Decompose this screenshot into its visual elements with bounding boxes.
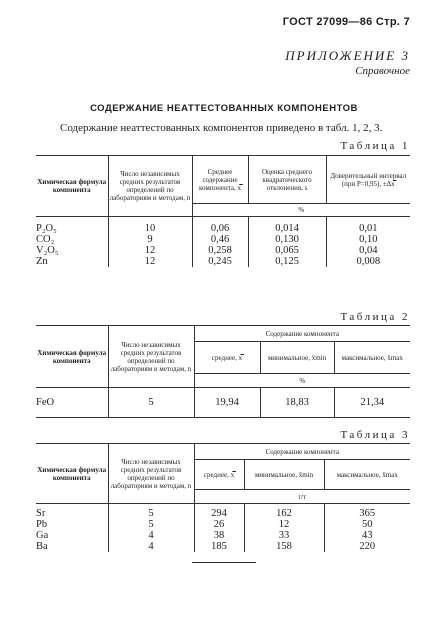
- appendix-title: ПРИЛОЖЕНИЕ 3: [285, 48, 410, 63]
- table-row: [36, 256, 410, 267]
- table1-unit: %: [192, 204, 410, 217]
- table3-header-mean: среднее, x̿: [194, 460, 244, 490]
- table1-ci: 0,10: [326, 234, 410, 245]
- table1-n: 10: [108, 223, 192, 234]
- table2-min: 18,83: [260, 388, 334, 418]
- appendix-subtitle: Справочное: [355, 65, 410, 77]
- table3-caption: Таблица 3: [340, 429, 410, 441]
- table1-mean: 0,258: [192, 245, 248, 256]
- table2-header-group: Содержание компонента: [194, 326, 410, 342]
- intro-text: Содержание неаттестованных компонентов приведено в табл. 1, 2, 3.: [60, 122, 383, 134]
- table1-formula: Zn: [36, 255, 48, 267]
- table2-mean: 19,94: [194, 388, 260, 418]
- table2-formula: FeO: [36, 397, 55, 409]
- table2-max: 21,34: [334, 388, 410, 418]
- table1-ci: 0,04: [326, 245, 410, 256]
- table1-ci: 0,01: [326, 223, 410, 234]
- table1-header-count: Число независимых средних результатов определений по лабораториям и методам, n: [108, 156, 192, 217]
- table1-n: 9: [108, 234, 192, 245]
- table1-formula: CO₂: [36, 233, 55, 245]
- table1-ci: 0,008: [326, 256, 410, 267]
- table3-n: 4: [108, 530, 194, 541]
- table3-formula: Sr: [36, 507, 46, 519]
- table1-header-component: Химическая формула компонента: [37, 178, 107, 194]
- appendix-block: [285, 48, 410, 77]
- table2-header-count: Число независимых средних результатов определений по лабораториям и методам, n: [108, 326, 194, 388]
- table2-bottom-rule: [36, 417, 410, 418]
- table-row: [36, 388, 410, 418]
- table1-header-ci: Доверительный интервал (при P=0,95), ±Δx̿: [326, 156, 410, 204]
- table1-mean: 0,245: [192, 256, 248, 267]
- table-row: [36, 234, 410, 245]
- table3-mean: 26: [194, 519, 244, 530]
- table3-max: 365: [324, 508, 410, 519]
- table1-sd: 0,125: [248, 256, 326, 267]
- table1-formula: V₂O₅: [36, 244, 59, 256]
- table3-n: 5: [108, 519, 194, 530]
- table3-min: 33: [244, 530, 324, 541]
- table-row: [36, 519, 410, 530]
- table2-header-min: минимальное, x̄min: [260, 342, 334, 374]
- table1-header-mean: Среднее содержание компонента, x̿: [192, 156, 248, 204]
- table1-sd: 0,065: [248, 245, 326, 256]
- table3-min: 12: [244, 519, 324, 530]
- table3-formula: Ba: [36, 540, 48, 552]
- table3: [36, 443, 410, 552]
- table3-header-count: Число независимых средних результатов определений по лабораториям и методам, n: [108, 444, 194, 504]
- table3-max: 43: [324, 530, 410, 541]
- table3-formula: Ga: [36, 529, 49, 541]
- table3-unit: г/т: [194, 490, 410, 504]
- table3-n: 5: [108, 508, 194, 519]
- table2-header-max: максимальное, x̄max: [334, 342, 410, 374]
- table1-sd: 0,014: [248, 223, 326, 234]
- table-row: [36, 223, 410, 234]
- table1-header-sd: Оценка среднего квадратического отклонения, s: [248, 156, 326, 204]
- table1-sd: 0,130: [248, 234, 326, 245]
- table3-max: 50: [324, 519, 410, 530]
- section-title: СОДЕРЖАНИЕ НЕАТТЕСТОВАННЫХ КОМПОНЕНТОВ: [90, 103, 358, 114]
- table1-n: 12: [108, 256, 192, 267]
- table1-mean: 0,46: [192, 234, 248, 245]
- table2-unit: %: [194, 374, 410, 388]
- table1-caption: Таблица 1: [340, 140, 410, 152]
- table1-n: 12: [108, 245, 192, 256]
- table3-header-max: максимальное, x̄max: [324, 460, 410, 490]
- table2-header-mean: среднее, x̿: [194, 342, 260, 374]
- table3-n: 4: [108, 541, 194, 552]
- table3-header-component: Химическая формула компонента: [37, 465, 107, 482]
- table1-formula: P₂O₅: [36, 222, 57, 234]
- table1-mean: 0,06: [192, 223, 248, 234]
- table3-header-min: минимальное, x̄min: [244, 460, 324, 490]
- table2: [36, 325, 410, 418]
- table3-mean: 185: [194, 541, 244, 552]
- table3-mean: 294: [194, 508, 244, 519]
- table-row: [36, 541, 410, 552]
- table-row: [36, 530, 410, 541]
- table3-max: 220: [324, 541, 410, 552]
- end-rule: [192, 562, 256, 563]
- table3-min: 158: [244, 541, 324, 552]
- table2-n: 5: [108, 388, 194, 418]
- table-row: [36, 245, 410, 256]
- table3-mean: 38: [194, 530, 244, 541]
- table3-formula: Pb: [36, 518, 48, 530]
- table3-header-group: Содержание компонента: [194, 444, 410, 460]
- table1: [36, 155, 410, 267]
- table2-caption: Таблица 2: [340, 311, 410, 323]
- table2-header-component: Химическая формула компонента: [37, 348, 107, 365]
- page-header: ГОСТ 27099—86 Стр. 7: [282, 16, 410, 28]
- table3-min: 162: [244, 508, 324, 519]
- table-row: [36, 508, 410, 519]
